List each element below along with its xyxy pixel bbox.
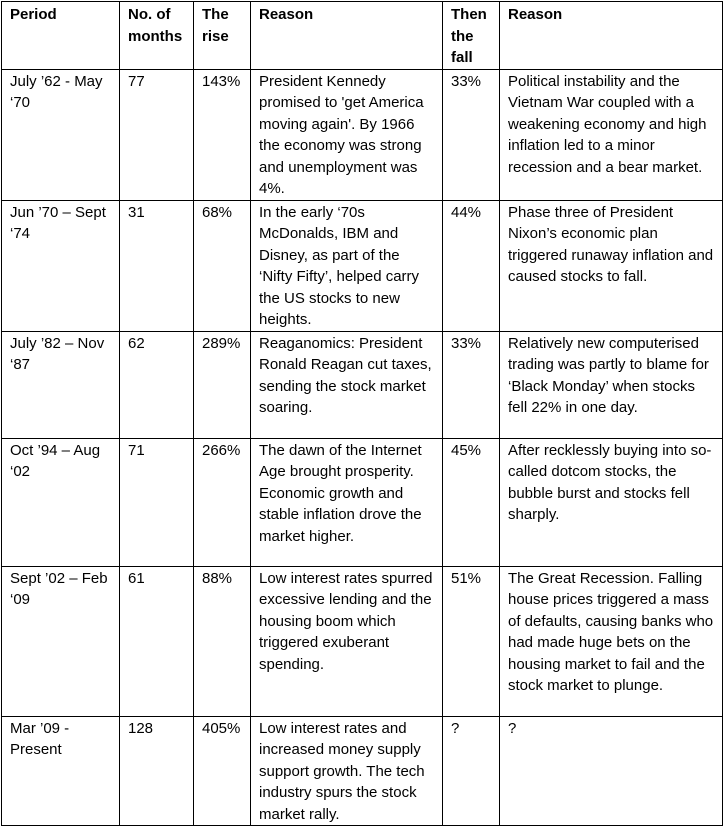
period-cell: July ’82 – Nov ‘87 <box>2 331 120 438</box>
period-cell: Sept ’02 – Feb ‘09 <box>2 566 120 716</box>
table-row <box>2 200 723 331</box>
months-cell: 31 <box>120 200 194 331</box>
header-fall: Then the fall <box>443 2 500 70</box>
months-cell: 77 <box>120 69 194 200</box>
rise-cell: 68% <box>194 200 251 331</box>
months-cell: 62 <box>120 331 194 438</box>
rise-reason-cell: The dawn of the Internet Age brought prosperity. Economic growth and stable inflation drove the market higher. <box>251 438 443 566</box>
rise-reason-cell: Low interest rates spurred excessive lending and the housing boom which triggered exuberant spending. <box>251 566 443 716</box>
header-period: Period <box>2 2 120 70</box>
rise-reason-cell: Reaganomics: President Ronald Reagan cut taxes, sending the stock market soaring. <box>251 331 443 438</box>
fall-reason-cell: Political instability and the Vietnam War coupled with a weakening economy and high inflation led to a minor recession and a bear market. <box>500 69 723 200</box>
fall-reason-cell: Relatively new computerised trading was partly to blame for ‘Black Monday’ when stocks fell 22% in one day. <box>500 331 723 438</box>
table-row <box>2 438 723 566</box>
months-cell: 61 <box>120 566 194 716</box>
rise-reason-cell: Low interest rates and increased money supply support growth. The tech industry spurs the stock market rally. <box>251 716 443 826</box>
period-cell: Mar ’09 - Present <box>2 716 120 826</box>
header-months: No. of months <box>120 2 194 70</box>
rise-cell: 289% <box>194 331 251 438</box>
period-cell: July ’62 - May ‘70 <box>2 69 120 200</box>
fall-cell: 51% <box>443 566 500 716</box>
fall-reason-cell: After recklessly buying into so-called dotcom stocks, the bubble burst and stocks fell sharply. <box>500 438 723 566</box>
fall-reason-cell: The Great Recession. Falling house prices triggered a mass of defaults, causing banks who had made huge bets on the housing market to fail and the stock market to plunge. <box>500 566 723 716</box>
period-cell: Jun ’70 – Sept ‘74 <box>2 200 120 331</box>
table-row <box>2 716 723 826</box>
rise-cell: 405% <box>194 716 251 826</box>
table-row <box>2 331 723 438</box>
months-cell: 128 <box>120 716 194 826</box>
table-row <box>2 69 723 200</box>
rise-reason-cell: President Kennedy promised to 'get America moving again'. By 1966 the economy was strong and unemployment was 4%. <box>251 69 443 200</box>
fall-cell: 45% <box>443 438 500 566</box>
fall-cell: ? <box>443 716 500 826</box>
fall-reason-cell: Phase three of President Nixon’s economic plan triggered runaway inflation and caused stocks to fall. <box>500 200 723 331</box>
rise-cell: 88% <box>194 566 251 716</box>
header-rise: The rise <box>194 2 251 70</box>
period-cell: Oct ’94 – Aug ‘02 <box>2 438 120 566</box>
header-reason-rise: Reason <box>251 2 443 70</box>
table-row <box>2 566 723 716</box>
rise-cell: 143% <box>194 69 251 200</box>
rise-reason-cell: In the early ‘70s McDonalds, IBM and Disney, as part of the ‘Nifty Fifty’, helped carry the US stocks to new heights. <box>251 200 443 331</box>
header-reason-fall: Reason <box>500 2 723 70</box>
fall-cell: 33% <box>443 69 500 200</box>
header-row <box>2 2 723 70</box>
fall-cell: 33% <box>443 331 500 438</box>
market-cycles-table <box>1 1 723 826</box>
fall-reason-cell: ? <box>500 716 723 826</box>
rise-cell: 266% <box>194 438 251 566</box>
fall-cell: 44% <box>443 200 500 331</box>
months-cell: 71 <box>120 438 194 566</box>
